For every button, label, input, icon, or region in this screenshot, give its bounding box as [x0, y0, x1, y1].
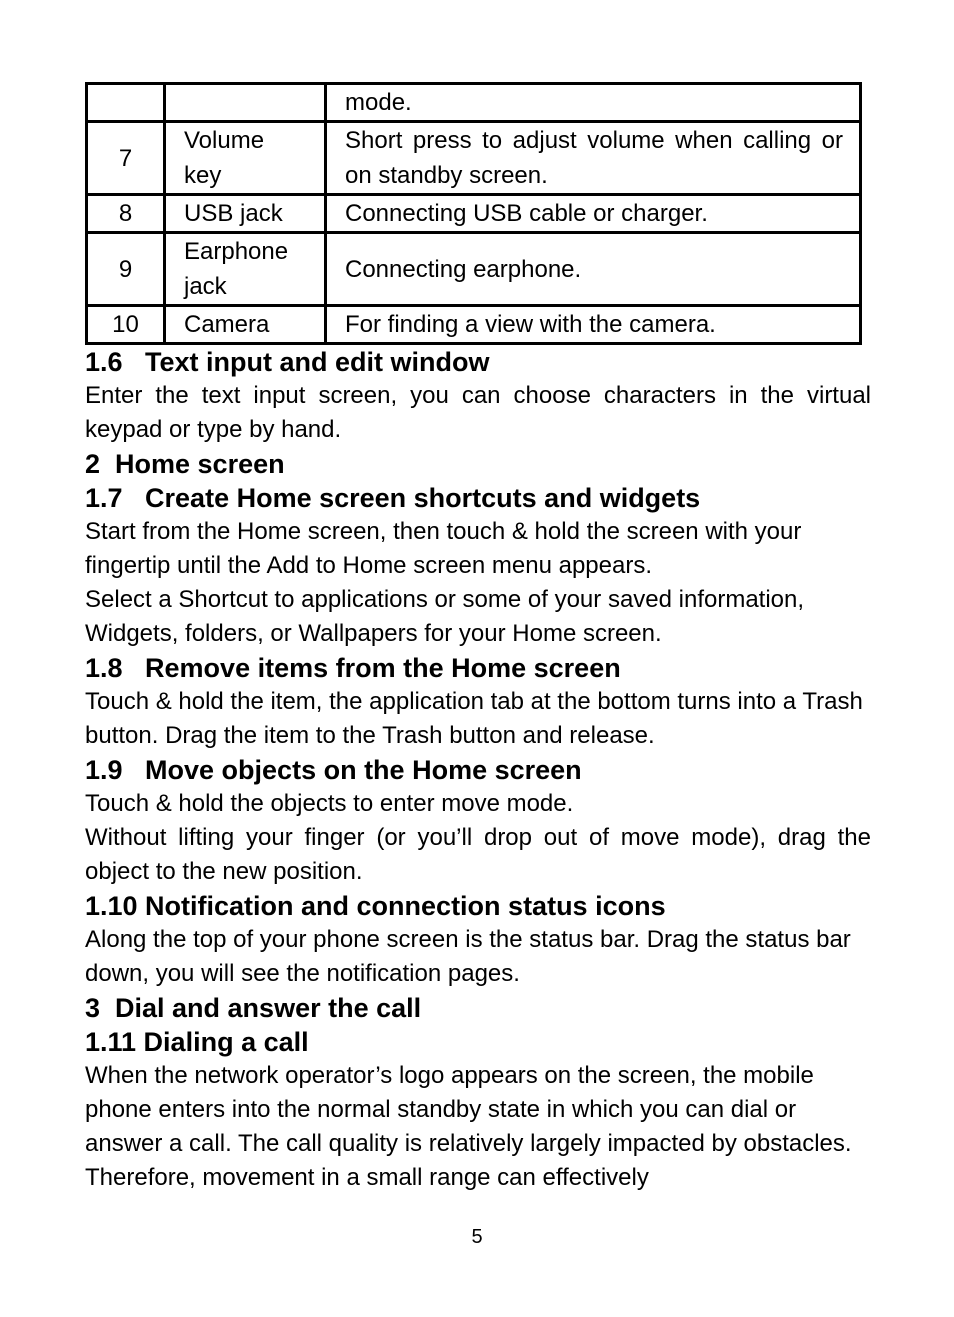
row-description: Connecting earphone.	[326, 233, 861, 306]
table-row	[87, 306, 861, 344]
row-number: 9	[87, 233, 165, 306]
row-name: Earphone jack	[165, 233, 326, 306]
table-row	[87, 84, 861, 122]
row-number: 8	[87, 195, 165, 233]
section-heading-1-6: 1.6 Text input and edit window	[85, 347, 490, 377]
table-row	[87, 195, 861, 233]
row-name: Volume key	[165, 122, 326, 195]
section-body: Start from the Home screen, then touch & hold the screen with your fingertip until the Add to Home screen menu appears.	[85, 518, 802, 579]
section-body: Touch & hold the item, the application tab at the bottom turns into a Trash button. Drag the item to the Trash button and release.	[85, 688, 863, 749]
keys-table	[85, 82, 862, 345]
section-heading-1-8: 1.8 Remove items from the Home screen	[85, 653, 621, 683]
row-number	[87, 84, 165, 122]
row-name	[165, 84, 326, 122]
section-heading-1-7: 1.7 Create Home screen shortcuts and widgets	[85, 483, 701, 513]
section-body: Along the top of your phone screen is the status bar. Drag the status bar down, you will see the notification pages.	[85, 926, 851, 987]
row-description: Connecting USB cable or charger.	[326, 195, 861, 233]
table-row	[87, 122, 861, 195]
section-body: Enter the text input screen, you can choose characters in the virtual keypad or type by hand.	[85, 382, 871, 443]
section-body: Touch & hold the objects to enter move mode.	[85, 790, 574, 817]
row-name: USB jack	[165, 195, 326, 233]
section-heading-2: 2 Home screen	[85, 449, 285, 479]
row-description: Short press to adjust volume when calling or on standby screen.	[326, 122, 861, 195]
section-body: When the network operator’s logo appears on the screen, the mobile phone enters into the normal standby state in which you can dial or answer a call. The call quality is relatively largely impacted by obstacles. Therefore, movement in a small range can effectively	[85, 1062, 852, 1191]
section-heading-3: 3 Dial and answer the call	[85, 993, 422, 1023]
section-heading-1-9: 1.9 Move objects on the Home screen	[85, 755, 582, 785]
row-description: mode.	[326, 84, 861, 122]
document-page	[85, 82, 871, 1195]
section-heading-1-10: 1.10 Notification and connection status icons	[85, 891, 666, 921]
section-heading-1-11: 1.11 Dialing a call	[85, 1027, 309, 1057]
page-number: 5	[471, 1226, 483, 1248]
row-number: 7	[87, 122, 165, 195]
row-number: 10	[87, 306, 165, 344]
row-description: For finding a view with the camera.	[326, 306, 861, 344]
section-body: Select a Shortcut to applications or some of your saved information, Widgets, folders, or Wallpapers for your Home screen.	[85, 586, 805, 647]
section-body: Without lifting your finger (or you’ll drop out of move mode), drag the object to the new position.	[85, 824, 871, 885]
table-row	[87, 233, 861, 306]
row-name: Camera	[165, 306, 326, 344]
